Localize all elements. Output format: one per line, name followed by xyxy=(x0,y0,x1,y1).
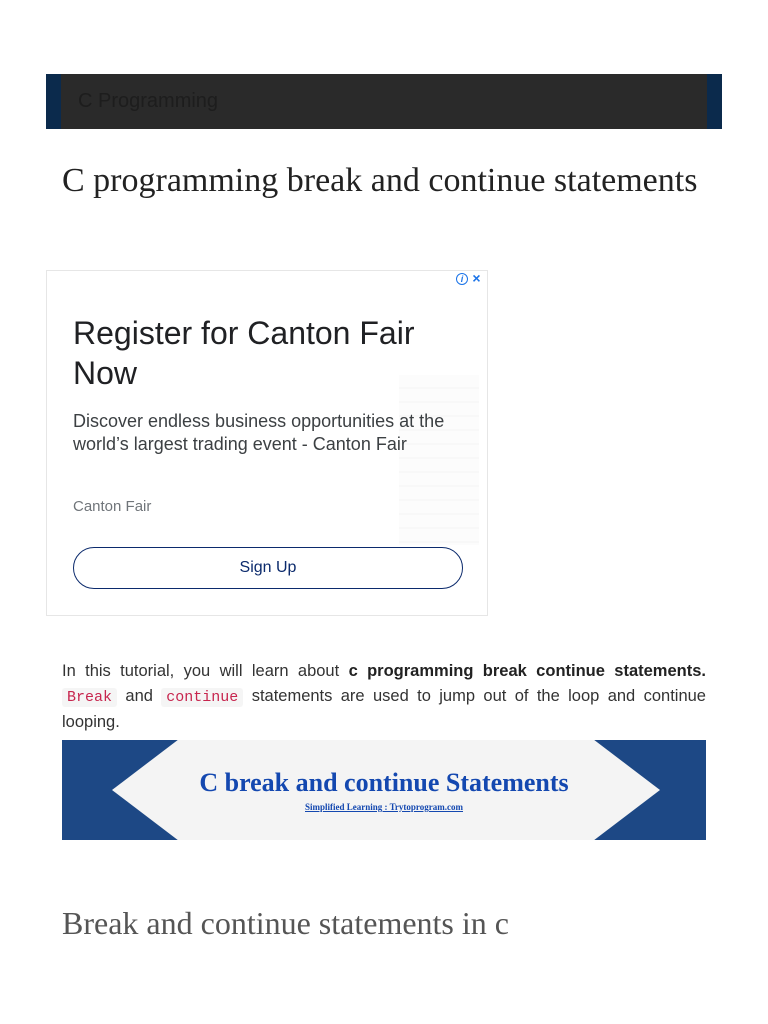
ad-signup-button[interactable]: Sign Up xyxy=(73,547,463,589)
banner-title: C break and continue Statements xyxy=(199,768,569,797)
intro-bold: c programming break continue statements. xyxy=(348,661,706,680)
ad-advertiser: Canton Fair xyxy=(73,498,152,515)
section-heading: Break and continue statements in c xyxy=(62,905,509,940)
info-icon[interactable]: i xyxy=(456,273,468,285)
site-header-bar xyxy=(46,74,722,129)
banner-subtitle: Simplified Learning : Trytoprogram.com xyxy=(305,802,463,812)
close-icon[interactable]: × xyxy=(472,270,481,286)
ad-headline[interactable]: Register for Canton Fair Now xyxy=(73,315,415,391)
ad-background-image xyxy=(399,375,479,545)
ad-choices[interactable] xyxy=(456,272,483,285)
ad-description: Discover endless business opportunities at the world’s largest trading event - Canton Fair xyxy=(73,411,445,454)
code-continue: continue xyxy=(161,688,243,707)
intro-lead: In this tutorial, you will learn about xyxy=(62,661,349,680)
code-break: Break xyxy=(62,688,117,707)
article-banner-image xyxy=(62,740,706,840)
intro-and: and xyxy=(125,686,153,705)
intro-paragraph xyxy=(62,659,706,735)
intro-rest: statements are used to jump out of the loop and continue looping. xyxy=(62,686,706,731)
advertisement[interactable] xyxy=(46,270,488,616)
site-title-link[interactable]: C Programming xyxy=(78,90,219,112)
page-title: C programming break and continue statements xyxy=(62,162,698,199)
